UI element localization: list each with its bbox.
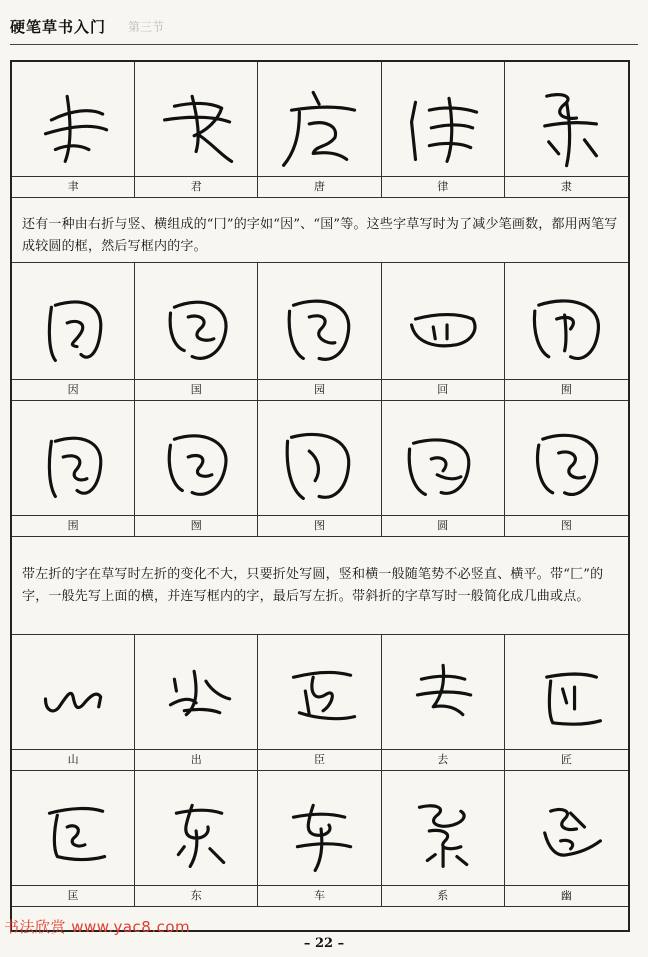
cursive-glyph <box>135 62 258 177</box>
paragraph-2: 带左折的字在草写时左折的变化不大，只要折处写圆，竖和横一般随笔势不必竖直、横平。带“匚”的字，一般先写上面的横，并连写框内的字，最后写左折。带斜折的字草写时一般简化成几曲或点。 <box>22 567 604 604</box>
cursive-glyph <box>135 635 258 750</box>
cursive-glyph <box>258 771 381 886</box>
character-label: 去 <box>382 750 505 771</box>
character-label: 臣 <box>258 750 381 771</box>
character-label: 图 <box>505 516 628 537</box>
character-label: 匠 <box>505 750 628 771</box>
character-label: 系 <box>382 886 505 907</box>
character-table-3 <box>12 634 628 907</box>
character-label: 律 <box>382 177 505 198</box>
cursive-glyph <box>382 62 505 177</box>
book-title: 硬笔草书入门 <box>10 18 107 36</box>
section-label: 第三节 <box>128 20 165 34</box>
cursive-glyph <box>135 263 258 380</box>
character-label: 出 <box>135 750 258 771</box>
cursive-glyph <box>12 771 135 886</box>
character-label: 幽 <box>505 886 628 907</box>
character-label: 国 <box>135 380 258 401</box>
cursive-glyph <box>258 635 381 750</box>
cursive-glyph <box>382 771 505 886</box>
character-label: 圆 <box>382 516 505 537</box>
cursive-glyph <box>382 635 505 750</box>
cursive-glyph <box>505 771 628 886</box>
character-label: 东 <box>135 886 258 907</box>
character-label: 回 <box>382 380 505 401</box>
cursive-glyph <box>382 263 505 380</box>
cursive-glyph <box>505 635 628 750</box>
character-label: 山 <box>12 750 135 771</box>
cursive-glyph <box>505 62 628 177</box>
character-label: 因 <box>12 380 135 401</box>
header-rule <box>10 44 638 45</box>
paragraph-1: 还有一种由右折与竖、横组成的“冂”的字如“因”、“国”等。这些字草写时为了减少笔画数，都用两笔写成较圆的框，然后写框内的字。 <box>22 217 618 254</box>
character-label: 囿 <box>505 380 628 401</box>
cursive-glyph <box>258 62 381 177</box>
character-table-1 <box>12 62 628 198</box>
cursive-glyph <box>12 401 135 516</box>
cursive-glyph <box>505 401 628 516</box>
character-label: 聿 <box>12 177 135 198</box>
character-label: 匡 <box>12 886 135 907</box>
cursive-glyph <box>12 635 135 750</box>
cursive-glyph <box>258 263 381 380</box>
page-number: – 22 – <box>303 936 345 951</box>
character-label: 唐 <box>258 177 381 198</box>
cursive-glyph <box>382 401 505 516</box>
character-label: 围 <box>12 516 135 537</box>
cursive-glyph <box>12 62 135 177</box>
cursive-glyph <box>505 263 628 380</box>
cursive-glyph <box>135 771 258 886</box>
watermark: 书法欣赏 www.yac8.com <box>4 918 191 936</box>
character-label: 囫 <box>135 516 258 537</box>
cursive-glyph <box>258 401 381 516</box>
cursive-glyph <box>135 401 258 516</box>
character-table-2 <box>12 262 628 537</box>
character-label: 园 <box>258 380 381 401</box>
character-label: 君 <box>135 177 258 198</box>
page-header <box>10 6 638 46</box>
cursive-glyph <box>12 263 135 380</box>
character-label: 车 <box>258 886 381 907</box>
character-label: 图 <box>258 516 381 537</box>
character-label: 隶 <box>505 177 628 198</box>
